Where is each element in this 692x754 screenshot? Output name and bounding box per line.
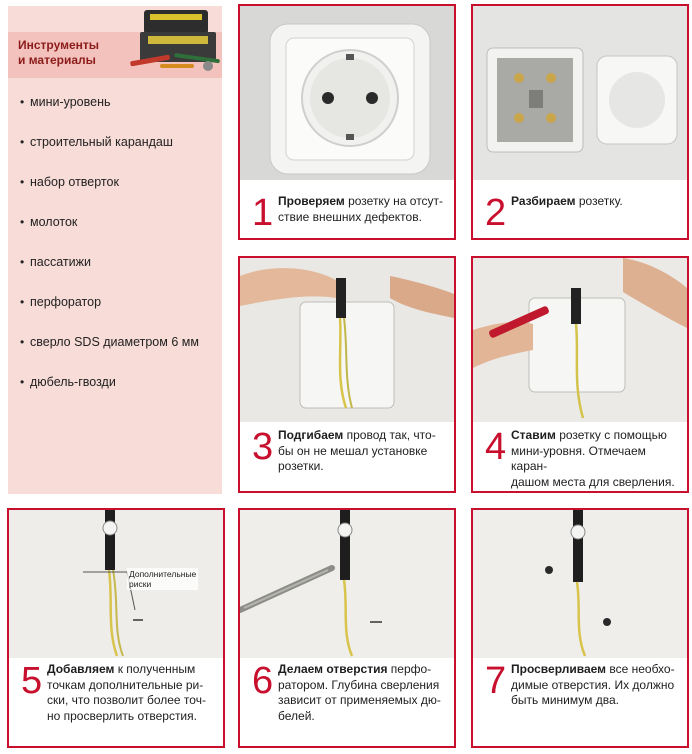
step-card-5 (7, 508, 225, 748)
panel-title-line-2: и материалы (18, 53, 96, 67)
tools-materials-panel (8, 6, 222, 494)
step-caption: Подгибаем провод так, что- бы он не мешал установке розетки. (278, 428, 436, 473)
annotation-label: Дополнительные риски (129, 569, 197, 589)
socket-photo (240, 6, 454, 180)
step-caption: Ставим розетку с помощью мини-уровня. Отмечаем каран- дашом места для сверления. (511, 428, 675, 489)
step-caption: Делаем отверстия перфо- ратором. Глубина сверления зависит от применяемых дю- белей. (278, 662, 441, 723)
step-caption: Добавляем к полученным точкам дополнительные ри- ски, что позволит более точ- но просверлить отверстия. (47, 662, 206, 723)
step-number: 1 (252, 192, 274, 234)
step-card-2 (471, 4, 689, 240)
step-number: 7 (485, 660, 507, 702)
step-caption: Проверяем розетку на отсут- ствие внешних дефектов. (278, 194, 444, 224)
step-number: 6 (252, 660, 274, 702)
panel-title (18, 38, 138, 68)
list-item: • дюбель-гвозди (20, 375, 116, 389)
step-caption: Просверливаем все необхо- димые отверстия. Их должно быть минимум два. (511, 662, 675, 707)
disassembled-socket-photo (473, 6, 687, 180)
wire-bending-photo (240, 258, 454, 422)
step-card-1 (238, 4, 456, 240)
step-number: 3 (252, 426, 274, 468)
drilled-holes-photo (473, 510, 687, 658)
step-card-7 (471, 508, 689, 748)
list-item: • мини-уровень (20, 95, 111, 109)
step-caption: Разбираем розетку. (511, 194, 623, 208)
list-item: • перфоратор (20, 295, 102, 309)
list-item: • молоток (20, 215, 78, 229)
step-number: 4 (485, 426, 507, 468)
list-item: • сверло SDS диаметром 6 мм (20, 335, 199, 349)
step-card-3 (238, 256, 456, 493)
list-item: • набор отверток (20, 175, 119, 189)
panel-title-line-1: Инструменты (18, 38, 100, 52)
list-item: • пассатижи (20, 255, 91, 269)
step-number: 2 (485, 192, 507, 234)
step-number: 5 (21, 660, 43, 702)
tools-list (20, 94, 220, 414)
step-card-6 (238, 508, 456, 748)
step-card-4 (471, 256, 689, 493)
list-item: • строительный карандаш (20, 135, 173, 149)
drilling-photo (240, 510, 454, 658)
toolbox-image (130, 6, 222, 76)
level-marking-photo (473, 258, 687, 422)
